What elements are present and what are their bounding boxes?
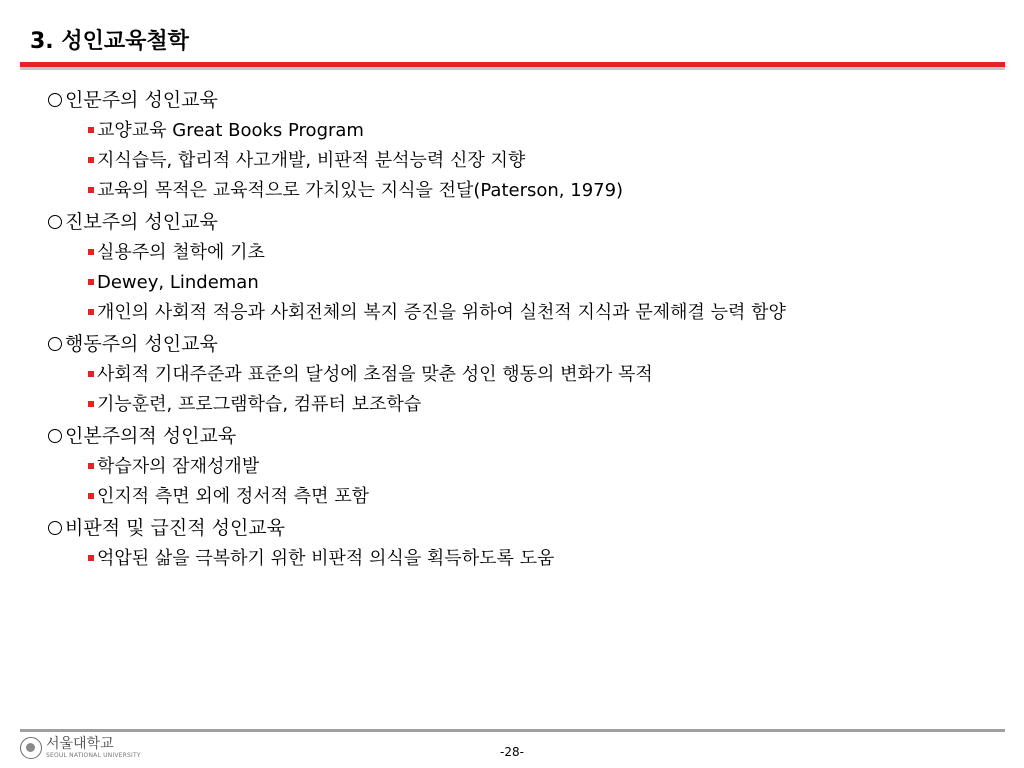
list-item [88, 178, 978, 204]
section-heading [48, 208, 978, 236]
square-bullet-icon [88, 127, 94, 133]
circle-bullet-icon [48, 521, 62, 535]
section-heading-text: 인본주의적 성인교육 [65, 425, 237, 447]
list-item [88, 392, 978, 418]
section-heading-text: 진보주의 성인교육 [65, 211, 218, 233]
square-bullet-icon [88, 187, 94, 193]
section-heading-text: 비판적 및 급진적 성인교육 [65, 517, 286, 539]
circle-bullet-icon [48, 429, 62, 443]
list-item [88, 362, 978, 388]
list-item-text: 억압된 삶을 극복하기 위한 비판적 의식을 획득하도록 도움 [97, 548, 555, 569]
list-item-text: 교양교육 Great Books Program [97, 120, 364, 141]
list-item [88, 240, 978, 266]
square-bullet-icon [88, 555, 94, 561]
list-item-text: 기능훈련, 프로그램학습, 컴퓨터 보조학습 [97, 394, 422, 415]
section-heading-text: 행동주의 성인교육 [65, 333, 218, 355]
list-item-text: 교육의 목적은 교육적으로 가치있는 지식을 전달(Paterson, 1979) [97, 180, 624, 201]
list-item-text: 지식습득, 합리적 사고개발, 비판적 분석능력 신장 지향 [97, 150, 526, 171]
section-heading [48, 86, 978, 114]
list-item [88, 300, 978, 326]
section-heading [48, 514, 978, 542]
section-heading-text: 인문주의 성인교육 [65, 89, 218, 111]
list-item [88, 148, 978, 174]
square-bullet-icon [88, 249, 94, 255]
square-bullet-icon [88, 371, 94, 377]
square-bullet-icon [88, 401, 94, 407]
page-number: -28- [500, 745, 524, 759]
circle-bullet-icon [48, 215, 62, 229]
title-rule-gray [20, 67, 1005, 70]
circle-bullet-icon [48, 337, 62, 351]
square-bullet-icon [88, 279, 94, 285]
list-item-text: 학습자의 잠재성개발 [97, 456, 260, 477]
footer-rule [20, 729, 1005, 732]
list-item [88, 546, 978, 572]
list-item [88, 270, 978, 296]
square-bullet-icon [88, 463, 94, 469]
list-item [88, 484, 978, 510]
list-item-text: Dewey, Lindeman [97, 272, 259, 293]
circle-bullet-icon [48, 93, 62, 107]
slide-title: 3. 성인교육철학 [30, 29, 189, 54]
list-item-text: 실용주의 철학에 기초 [97, 242, 265, 263]
list-item [88, 454, 978, 480]
list-item-text: 사회적 기대주준과 표준의 달성에 초점을 맞춘 성인 행동의 변화가 목적 [97, 364, 653, 385]
logo-english-name: SEOUL NATIONAL UNIVERSITY [46, 752, 141, 759]
square-bullet-icon [88, 157, 94, 163]
square-bullet-icon [88, 309, 94, 315]
square-bullet-icon [88, 493, 94, 499]
logo-korean-name: 서울대학교 [46, 736, 114, 752]
section-heading [48, 422, 978, 450]
list-item-text: 인지적 측면 외에 정서적 측면 포함 [97, 486, 370, 507]
slide-content [48, 84, 978, 576]
list-item-text: 개인의 사회적 적응과 사회전체의 복지 증진을 위하여 실천적 지식과 문제해결 능력 함양 [97, 302, 786, 323]
list-item [88, 118, 978, 144]
section-heading [48, 330, 978, 358]
